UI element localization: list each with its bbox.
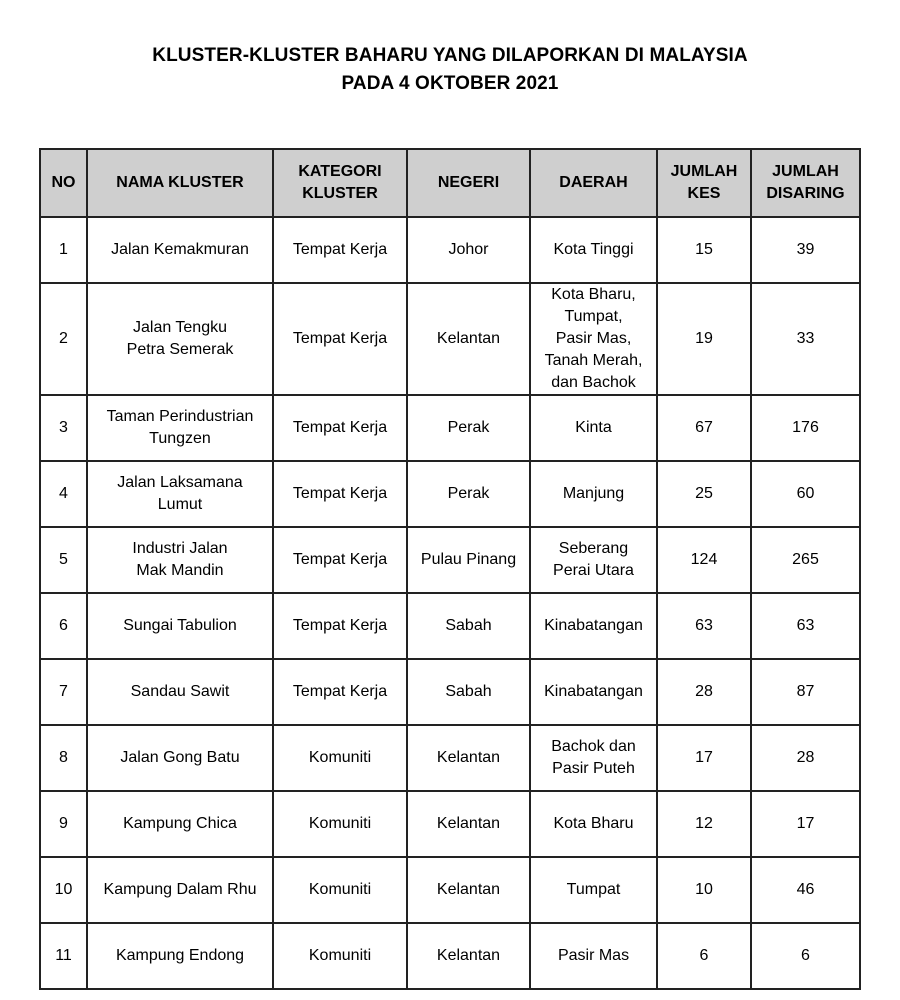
cell-jumlah-disaring: 63: [751, 593, 860, 659]
cell-negeri: Kelantan: [407, 923, 530, 989]
table-row: [40, 791, 860, 857]
cell-jumlah-kes: 6: [657, 923, 751, 989]
cell-jumlah-kes: 10: [657, 857, 751, 923]
table-row: [40, 593, 860, 659]
cell-nama-kluster: Kampung Chica: [87, 791, 273, 857]
cell-negeri: Sabah: [407, 659, 530, 725]
cell-negeri: Kelantan: [407, 725, 530, 791]
table-header-row: [40, 149, 860, 217]
cell-jumlah-kes: 19: [657, 283, 751, 395]
cell-daerah: Kota Bharu: [530, 791, 657, 857]
cell-nama-kluster: Jalan Laksamana Lumut: [87, 461, 273, 527]
cell-daerah: Seberang Perai Utara: [530, 527, 657, 593]
cell-no: 11: [40, 923, 87, 989]
cell-jumlah-disaring: 33: [751, 283, 860, 395]
cell-daerah: Kinabatangan: [530, 659, 657, 725]
cell-jumlah-disaring: 6: [751, 923, 860, 989]
cell-jumlah-kes: 15: [657, 217, 751, 283]
cell-daerah: Kinabatangan: [530, 593, 657, 659]
header-jumlah-disaring: JUMLAH DISARING: [751, 149, 860, 217]
cell-kategori: Tempat Kerja: [273, 527, 407, 593]
table-row: [40, 725, 860, 791]
cell-jumlah-kes: 12: [657, 791, 751, 857]
title-line-2: PADA 4 OKTOBER 2021: [341, 73, 559, 94]
cluster-table: [39, 148, 861, 990]
cell-nama-kluster: Industri Jalan Mak Mandin: [87, 527, 273, 593]
header-jumlah-kes: JUMLAH KES: [657, 149, 751, 217]
cell-jumlah-kes: 124: [657, 527, 751, 593]
cell-negeri: Kelantan: [407, 791, 530, 857]
cell-no: 3: [40, 395, 87, 461]
cell-nama-kluster: Kampung Endong: [87, 923, 273, 989]
table-row: [40, 659, 860, 725]
cell-kategori: Tempat Kerja: [273, 593, 407, 659]
cell-jumlah-disaring: 17: [751, 791, 860, 857]
cell-negeri: Perak: [407, 395, 530, 461]
cell-daerah: Manjung: [530, 461, 657, 527]
cell-jumlah-kes: 28: [657, 659, 751, 725]
header-kategori-kluster: KATEGORI KLUSTER: [273, 149, 407, 217]
cell-no: 7: [40, 659, 87, 725]
cell-daerah: Kinta: [530, 395, 657, 461]
table-row: [40, 461, 860, 527]
cell-kategori: Tempat Kerja: [273, 659, 407, 725]
header-negeri: NEGERI: [407, 149, 530, 217]
header-no: NO: [40, 149, 87, 217]
cell-negeri: Johor: [407, 217, 530, 283]
cell-no: 8: [40, 725, 87, 791]
cell-jumlah-disaring: 39: [751, 217, 860, 283]
table-row: [40, 527, 860, 593]
cell-daerah: Tumpat: [530, 857, 657, 923]
cell-no: 2: [40, 283, 87, 395]
table-row: [40, 857, 860, 923]
cell-negeri: Sabah: [407, 593, 530, 659]
cell-jumlah-disaring: 87: [751, 659, 860, 725]
cell-nama-kluster: Kampung Dalam Rhu: [87, 857, 273, 923]
cell-no: 6: [40, 593, 87, 659]
cell-nama-kluster: Taman Perindustrian Tungzen: [87, 395, 273, 461]
title-line-1: KLUSTER-KLUSTER BAHARU YANG DILAPORKAN DI MALAYSIA: [152, 45, 748, 66]
cell-jumlah-kes: 67: [657, 395, 751, 461]
table-row: [40, 283, 860, 395]
cell-no: 1: [40, 217, 87, 283]
cell-jumlah-kes: 63: [657, 593, 751, 659]
cell-no: 9: [40, 791, 87, 857]
cell-daerah: Bachok dan Pasir Puteh: [530, 725, 657, 791]
cell-daerah: Pasir Mas: [530, 923, 657, 989]
cell-jumlah-disaring: 46: [751, 857, 860, 923]
cell-nama-kluster: Sandau Sawit: [87, 659, 273, 725]
cell-jumlah-disaring: 60: [751, 461, 860, 527]
cell-kategori: Tempat Kerja: [273, 283, 407, 395]
cell-nama-kluster: Jalan Kemakmuran: [87, 217, 273, 283]
cell-negeri: Kelantan: [407, 857, 530, 923]
cell-jumlah-disaring: 176: [751, 395, 860, 461]
cell-kategori: Komuniti: [273, 923, 407, 989]
cell-kategori: Komuniti: [273, 791, 407, 857]
cell-nama-kluster: Sungai Tabulion: [87, 593, 273, 659]
cell-jumlah-kes: 17: [657, 725, 751, 791]
cell-nama-kluster: Jalan Tengku Petra Semerak: [87, 283, 273, 395]
cell-kategori: Komuniti: [273, 725, 407, 791]
cell-daerah: Kota Bharu, Tumpat, Pasir Mas, Tanah Merah, dan Bachok: [530, 283, 657, 395]
cell-jumlah-kes: 25: [657, 461, 751, 527]
cell-no: 10: [40, 857, 87, 923]
cell-negeri: Kelantan: [407, 283, 530, 395]
page-title: [0, 42, 900, 98]
cell-negeri: Perak: [407, 461, 530, 527]
cell-jumlah-disaring: 28: [751, 725, 860, 791]
cell-jumlah-disaring: 265: [751, 527, 860, 593]
cell-daerah: Kota Tinggi: [530, 217, 657, 283]
table-body: [40, 217, 860, 989]
cell-no: 5: [40, 527, 87, 593]
cell-kategori: Tempat Kerja: [273, 395, 407, 461]
cell-kategori: Tempat Kerja: [273, 217, 407, 283]
table-row: [40, 923, 860, 989]
cell-nama-kluster: Jalan Gong Batu: [87, 725, 273, 791]
table-row: [40, 395, 860, 461]
cell-negeri: Pulau Pinang: [407, 527, 530, 593]
header-daerah: DAERAH: [530, 149, 657, 217]
cell-kategori: Komuniti: [273, 857, 407, 923]
table-row: [40, 217, 860, 283]
header-nama-kluster: NAMA KLUSTER: [87, 149, 273, 217]
cell-no: 4: [40, 461, 87, 527]
cell-kategori: Tempat Kerja: [273, 461, 407, 527]
